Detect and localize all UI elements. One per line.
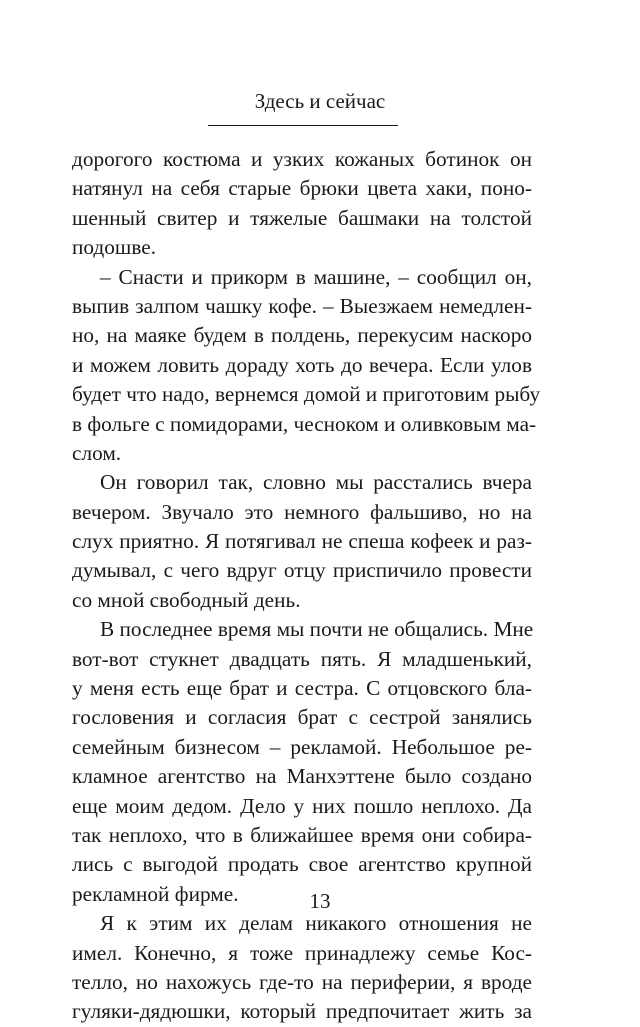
running-head-rule bbox=[208, 125, 398, 126]
text-line: еще моим дедом. Дело у них пошло неплохо. Да bbox=[72, 793, 532, 818]
text-line: будет что надо, вернемся домой и приготовим рыбу bbox=[72, 382, 541, 407]
text-line: рекламной фирме. bbox=[72, 881, 239, 906]
text-line: телло, но нахожусь где-то на периферии, я вроде bbox=[72, 969, 532, 994]
text-line: лись с выгодой продать свое агентство крупной bbox=[72, 852, 532, 877]
page-number: 13 bbox=[309, 889, 331, 913]
text-line: в фольге с помидорами, чесноком и оливковым ма- bbox=[72, 411, 537, 436]
text-line: гуляки-дядюшки, который предпочитает жить за bbox=[72, 999, 532, 1024]
text-line: имел. Конечно, я тоже принадлежу семье Кос- bbox=[72, 940, 532, 965]
text-line: вечером. Звучало это немного фальшиво, но на bbox=[72, 499, 532, 524]
text-line: слом. bbox=[72, 440, 122, 465]
text-line: семейным бизнесом – рекламой. Небольшое ре- bbox=[72, 734, 532, 759]
text-line: и можем ловить дораду хоть до вечера. Если улов bbox=[72, 352, 532, 377]
text-line: Он говорил так, словно мы расстались вчера bbox=[100, 470, 532, 495]
running-head: Здесь и сейчас bbox=[254, 89, 386, 113]
text-line: натянул на себя старые брюки цвета хаки, поно- bbox=[72, 176, 532, 201]
text-line: думывал, с чего вдруг отцу приспичило провести bbox=[72, 558, 532, 583]
text-line: кламное агентство на Манхэттене было создано bbox=[72, 764, 532, 789]
paragraph bbox=[72, 909, 532, 1027]
paragraph bbox=[72, 468, 532, 615]
text-line: у меня есть еще брат и сестра. С отцовского бла- bbox=[72, 676, 532, 701]
text-line: но, на маяке будем в полдень, перекусим наскоро bbox=[72, 323, 532, 348]
text-line: подошве. bbox=[72, 235, 157, 260]
text-line: вот-вот стукнет двадцать пять. Я младшенький, bbox=[72, 646, 532, 671]
text-line: выпив залпом чашку кофе. – Выезжаем немедлен- bbox=[72, 293, 532, 318]
paragraph bbox=[72, 145, 532, 263]
text-line: гословения и согласия брат с сестрой занялись bbox=[72, 705, 532, 730]
text-line: Я к этим их делам никакого отношения не bbox=[100, 911, 532, 936]
text-line: дорогого костюма и узких кожаных ботинок он bbox=[72, 147, 532, 171]
text-line: – Снасти и прикорм в машине, – сообщил он, bbox=[100, 264, 532, 289]
paragraph bbox=[72, 615, 532, 909]
text-line: так неплохо, что в ближайшее время они собира- bbox=[72, 822, 532, 847]
text-line: слух приятно. Я потягивал не спеша кофеек и раз- bbox=[72, 529, 532, 554]
text-line: со мной свободный день. bbox=[72, 587, 301, 612]
text-line: В последнее время мы почти не общались. Мне bbox=[100, 617, 534, 642]
paragraph bbox=[72, 263, 541, 469]
text-line: шенный свитер и тяжелые башмаки на толстой bbox=[72, 205, 532, 230]
